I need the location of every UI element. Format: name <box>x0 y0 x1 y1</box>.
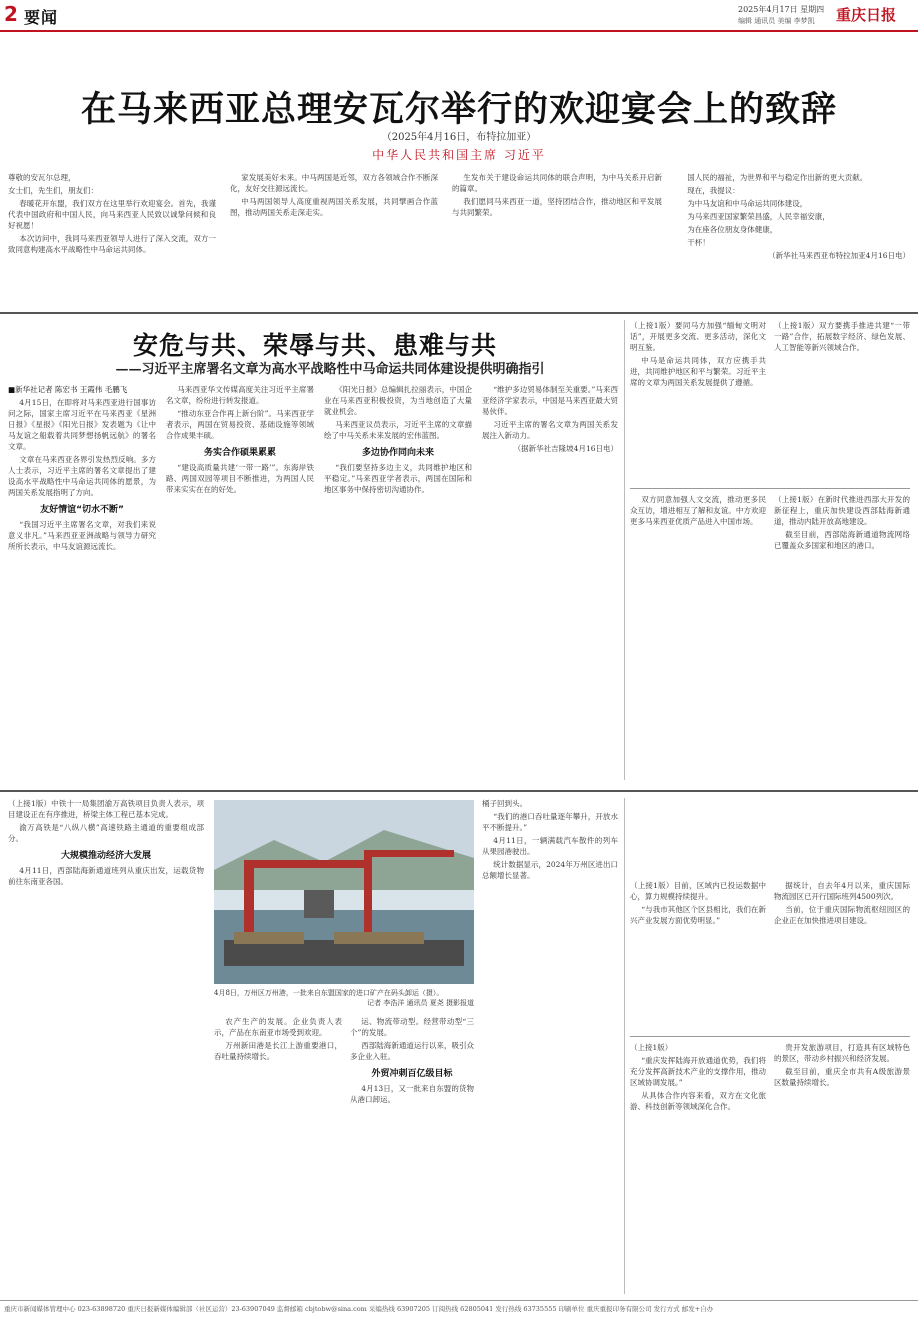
paragraph: （据新华社吉隆坡4月16日电） <box>513 444 618 453</box>
feature-column-2 <box>166 384 314 774</box>
paragraph: 贵开发旅游项目，打造具有区域特色的景区，带动乡村振兴和经济发展。 <box>774 1043 910 1063</box>
paragraph: 4月15日，在即将对马来西亚进行国事访问之际，国家主席习近平在马来西亚《星洲日报》《星报》《阳光日报》发表题为《让中马友谊之船载着共同梦想扬帆远航》的署名文章。 <box>8 398 156 451</box>
section-divider <box>0 790 918 792</box>
caption-text: 4月8日，万州区万州港，一批来自东盟国家的进口矿产在码头卸运（摄）。 <box>214 989 444 997</box>
paragraph: 4月11日，西部陆海新通道班列从重庆出发，运载货物前往东南亚各国。 <box>8 866 204 886</box>
lead-dateline: （2025年4月16日，布特拉加亚） <box>381 132 537 143</box>
paragraph: 干杯！ <box>687 238 710 247</box>
paragraph: 双方同意加强人文交流，推动更多民众互访，增进相互了解和友谊。中方欢迎更多马来西亚优质产品进入中国市场。 <box>630 495 766 526</box>
sidebar-box-1 <box>630 320 766 480</box>
paragraph: 农产生产的发展。企业负责人表示，产品在东南亚市场受到欢迎。 <box>214 1017 342 1037</box>
bottom-column-6 <box>774 880 910 1030</box>
paragraph: 女士们，先生们，朋友们： <box>8 186 98 195</box>
paragraph: “与我市其他区个区县相比，我们在新兴产业发展方面优势明显。” <box>630 905 766 925</box>
paragraph: 为在座各位朋友身体健康， <box>687 225 778 234</box>
photo-caption <box>214 988 474 1008</box>
paragraph: 马来西亚议员表示，习近平主席的文章描绘了中马关系未来发展的宏伟蓝图。 <box>324 420 472 440</box>
paragraph: 现在，我提议： <box>687 186 740 195</box>
page-number: 2 <box>4 2 18 26</box>
bottom-column-5 <box>630 880 766 1030</box>
paragraph: 据统计，自去年4月以来，重庆国际物流园区已开行国际班列4500列次。 <box>774 881 910 901</box>
subheading: 务实合作硕果累累 <box>203 448 276 458</box>
subheading: 友好情谊“切水不断” <box>40 505 124 515</box>
paragraph: （上接1版）目前，区域内已投运数据中心，算力规模持续提升。 <box>630 881 766 901</box>
bottom-column-8 <box>774 1042 910 1294</box>
sidebar-divider <box>630 1036 910 1037</box>
lead-column-2 <box>230 172 438 304</box>
feature-column-4 <box>482 384 618 774</box>
port-photo <box>214 800 474 984</box>
subheading: 多边协作同向未来 <box>361 448 434 458</box>
subheading: 外贸冲刺百亿级目标 <box>371 1069 453 1079</box>
lead-column-3 <box>452 172 662 304</box>
section-title: 要闻 <box>24 8 59 27</box>
issue-date: 2025年4月17日 星期四 <box>738 5 825 14</box>
paragraph: 渝万高铁是“八纵八横”高速铁路主通道的重要组成部分。 <box>8 823 204 843</box>
sidebar-divider <box>630 488 910 489</box>
bottom-column-7 <box>630 1042 766 1294</box>
sidebar-box-2 <box>630 494 766 784</box>
feature-column-3 <box>324 384 472 774</box>
paragraph: （新华社马来西亚布特拉加亚4月16日电） <box>768 251 910 260</box>
feature-byline: ■新华社记者 陈宏书 王霞伟 毛鹏飞 <box>8 385 128 394</box>
bottom-column-4 <box>482 798 618 1294</box>
paragraph: “推动东亚合作再上新台阶”。马来西亚学者表示，两国在贸易投资、基础设施等领域合作成果丰硕。 <box>166 409 314 440</box>
paragraph: 我们愿同马来西亚一道，坚持团结合作，推动地区和平发展与共同繁荣。 <box>452 197 662 217</box>
paragraph: 尊敬的安瓦尔总理， <box>8 173 76 182</box>
feature-headline: 安危与共、荣辱与共、患难与共 <box>132 331 497 360</box>
paragraph: （上接1版）双方要携手推进共建“一带一路”合作，拓展数字经济、绿色发展、人工智能等新兴领域合作。 <box>774 321 910 352</box>
lead-byline: 中华人民共和国主席 习近平 <box>372 148 546 162</box>
paragraph: 本次访问中，我同马来西亚领导人进行了深入交流，双方一致同意构建高水平战略性中马命运共同体。 <box>8 234 216 254</box>
paragraph: “我们的港口吞吐量逐年攀升，开放水平不断提升。” <box>482 812 618 832</box>
bottom-column-1 <box>8 798 204 1294</box>
paragraph: 为马来西亚国家繁荣昌盛，人民幸福安康， <box>687 212 830 221</box>
paragraph: 从具体合作内容来看，双方在文化旅游、科技创新等领域深化合作。 <box>630 1091 766 1111</box>
paragraph: 4月13日，又一批来自东盟的货物从港口卸运。 <box>350 1084 474 1104</box>
paragraph: 截至目前，重庆全市共有A级旅游景区数量持续增长。 <box>774 1067 910 1087</box>
paragraph: 习近平主席的署名文章为两国关系发展注入新动力。 <box>482 420 618 440</box>
paragraph: 为中马友谊和中马命运共同体建设， <box>687 199 808 208</box>
paragraph: （上接1版）要同马方加强“缅甸文明对话”，开展更多交流、更多活动，深化文明互鉴。 <box>630 321 766 352</box>
port-photo-illustration <box>214 800 474 984</box>
footer-info: 重庆市新闻媒体管理中心 023-63898720 重庆日报新媒体编辑部（社区运营）23-63907049 监督邮箱 cbjtobw@sina.com 采编热线 63907205 订阅热线 62805041 发行热线 63735555 印刷单位 重庆重报印务有限公司 发行方式 邮发+自办 <box>0 1300 918 1317</box>
paragraph: “我国习近平主席署名文章，对我们来说意义非凡。”马来西亚亚洲战略与领导力研究所所长表示，中马友谊源远流长。 <box>8 520 156 551</box>
paragraph: 中马是命运共同体，双方应携手共进，共同维护地区和平与繁荣。习近平主席的文章为两国关系发展提供了遵循。 <box>630 356 766 387</box>
paragraph: 4月11日，一辆满载汽车散件的列车从果园港驶出。 <box>482 836 618 856</box>
lead-column-4 <box>676 172 910 304</box>
paragraph: 运、物流带动型。经营带动型“三个”的发展。 <box>350 1017 474 1037</box>
sidebar-box-1b <box>774 320 910 480</box>
column-divider <box>624 320 625 780</box>
paragraph: 当前，位于重庆国际物流枢纽园区的企业正在加快推进项目建设。 <box>774 905 910 925</box>
paragraph: 中马两国领导人高度重视两国关系发展，共同擘画合作蓝图，推动两国关系走深走实。 <box>230 197 438 217</box>
paragraph: 马来西亚华文传媒高度关注习近平主席署名文章，纷纷进行转发报道。 <box>166 385 314 405</box>
paragraph: 春暖花开东盟，我们双方在这里举行欢迎宴会。首先，我谨代表中国政府和中国人民，向马来西亚人民致以诚挚问候和良好祝愿！ <box>8 199 216 230</box>
subheading: 大规模推动经济大发展 <box>60 851 151 861</box>
lead-column-1 <box>8 172 216 304</box>
top-rule <box>0 30 918 32</box>
paragraph: 万州新田港是长江上游重要港口，吞吐量持续增长。 <box>214 1041 342 1061</box>
paragraph: 生发布关于建设命运共同体的联合声明，为中马关系开启新的篇章。 <box>452 173 662 193</box>
sidebar-box-2b <box>774 494 910 784</box>
paragraph: 截至目前，西部陆海新通道物流网络已覆盖众多国家和地区的港口。 <box>774 530 910 550</box>
section-divider <box>0 312 918 314</box>
feature-column-1 <box>8 384 156 774</box>
bottom-column-2 <box>214 1016 342 1294</box>
paragraph: “我们要坚持多边主义，共同维护地区和平稳定。”马来西亚学者表示，两国在国际和地区事务中保持密切沟通协作。 <box>324 463 472 494</box>
paragraph: “维护多边贸易体制至关重要。”马来西亚经济学家表示，中国是马来西亚最大贸易伙伴。 <box>482 385 618 416</box>
paragraph: 国人民的福祉，为世界和平与稳定作出新的更大贡献。 <box>687 173 868 182</box>
paragraph: （上接1版） <box>630 1043 673 1052</box>
bottom-column-3 <box>350 1016 474 1294</box>
paragraph: “重庆发挥陆海开放通道优势，我们将充分发挥高新技术产业的支撑作用，推动区域协调发展。” <box>630 1056 766 1087</box>
paragraph: “建设高质量共建‘一带一路’”。东海岸铁路、两国双园等项目不断推进，为两国人民带来实实在在的好处。 <box>166 463 314 494</box>
paragraph: 家发展美好未来。中马两国是近邻，双方各领域合作不断深化，友好交往源远流长。 <box>230 173 438 193</box>
paragraph: （上接1版）在新时代推进西部大开发的新征程上，重庆加快建设西部陆海新通道，推动内陆开放高地建设。 <box>774 495 910 526</box>
lead-headline: 在马来西亚总理安瓦尔举行的欢迎宴会上的致辞 <box>80 90 837 130</box>
editors: 编辑 通讯员 美编 李梦凯 <box>738 17 815 25</box>
paragraph: 西部陆海新通道运行以来，吸引众多企业入驻。 <box>350 1041 474 1061</box>
paragraph: 桶子回到头。 <box>482 799 527 808</box>
paragraph: （上接1版）中铁十一局集团渝万高铁项目负责人表示，项目建设正在有序推进，桥梁主体工程已基本完成。 <box>8 799 204 819</box>
column-divider <box>624 798 625 1294</box>
photo-credit: 记者 李浩洋 通讯员 夏尧 摄影报道 <box>367 999 474 1007</box>
feature-subheadline: ——习近平主席署名文章为高水平战略性中马命运共同体建设提供明确指引 <box>115 362 545 377</box>
paragraph: 文章在马来西亚各界引发热烈反响。多方人士表示，习近平主席的署名文章提出了建设高水平战略性中马命运共同体的愿景，为两国关系发展指明了方向。 <box>8 455 156 497</box>
paragraph: 《阳光日报》总编辑扎拉丽表示，中国企业在马来西亚积极投资，为当地创造了大量就业机会。 <box>324 385 472 416</box>
paragraph: 统计数据显示，2024年万州区进出口总额增长显著。 <box>482 860 618 880</box>
newspaper-logo: 重庆日报 <box>836 6 897 24</box>
